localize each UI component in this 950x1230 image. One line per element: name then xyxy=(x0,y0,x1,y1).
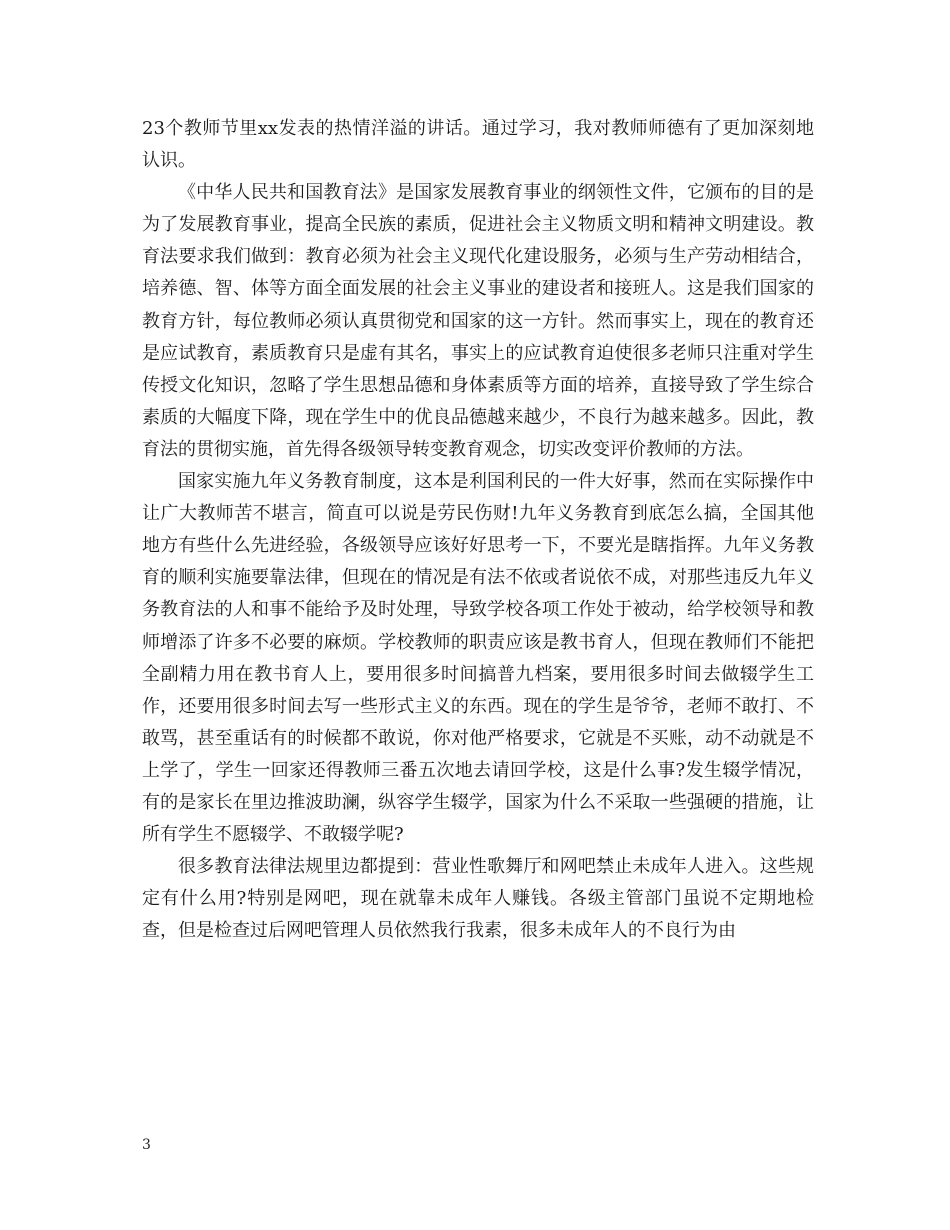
paragraph-1: 23个教师节里xx发表的热情洋溢的讲话。通过学习，我对教师师德有了更加深刻地认识。 xyxy=(142,118,814,172)
paragraph-2: 《中华人民共和国教育法》是国家发展教育事业的纲领性文件，它颁布的目的是为了发展教育事业，提高全民族的素质，促进社会主义物质文明和精神文明建设。教育法要求我们做到：教育必须为社会主义现代化建设服务，必须与生产劳动相结合，培养德、智、体等方面全面发展的社会主义事业的建设者和接班人。这是我们国家的教育方针，每位教师必须认真贯彻党和国家的这一方针。然而事实上，现在的教育还是应试教育，素质教育只是虚有其名，事实上的应试教育迫使很多老师只注重对学生传授文化知识，忽略了学生思想品德和身体素质等方面的培养，直接导致了学生综合素质的大幅度下降，现在学生中的优良品德越来越少，不良行为越来越多。因此，教育法的贯彻实施，首先得各级领导转变教育观念，切实改变评价教师的方法。 xyxy=(142,182,814,460)
page-number: 3 xyxy=(142,1137,151,1153)
paragraph-3: 国家实施九年义务教育制度，这本是利国利民的一件大好事，然而在实际操作中让广大教师苦不堪言，简直可以说是劳民伤财!九年义务教育到底怎么搞，全国其他地方有些什么先进经验，各级领导应该好好思考一下，不要光是瞎指挥。九年义务教育的顺利实施要靠法律，但现在的情况是有法不依或者说依不成，对那些违反九年义务教育法的人和事不能给予及时处理，导致学校各项工作处于被动，给学校领导和教师增添了许多不必要的麻烦。学校教师的职责应该是教书育人，但现在教师们不能把全副精力用在教书育人上，要用很多时间搞普九档案，要用很多时间去做辍学生工作，还要用很多时间去写一些形式主义的东西。现在的学生是爷爷，老师不敢打、不敢骂，甚至重话有的时候都不敢说，你对他严格要求，它就是不买账，动不动就是不上学了，学生一回家还得教师三番五次地去请回学校，这是什么事?发生辍学情况，有的是家长在里边推波助澜，纵容学生辍学，国家为什么不采取一些强硬的措施，让所有学生不愿辍学、不敢辍学呢? xyxy=(142,471,814,846)
paragraph-4: 很多教育法律法规里边都提到：营业性歌舞厅和网吧禁止未成年人进入。这些规定有什么用?特别是网吧，现在就靠未成年人赚钱。各级主管部门虽说不定期地检查，但是检查过后网吧管理人员依然我行我素，很多未成年人的不良行为由 xyxy=(142,856,814,942)
body-text xyxy=(142,113,814,947)
